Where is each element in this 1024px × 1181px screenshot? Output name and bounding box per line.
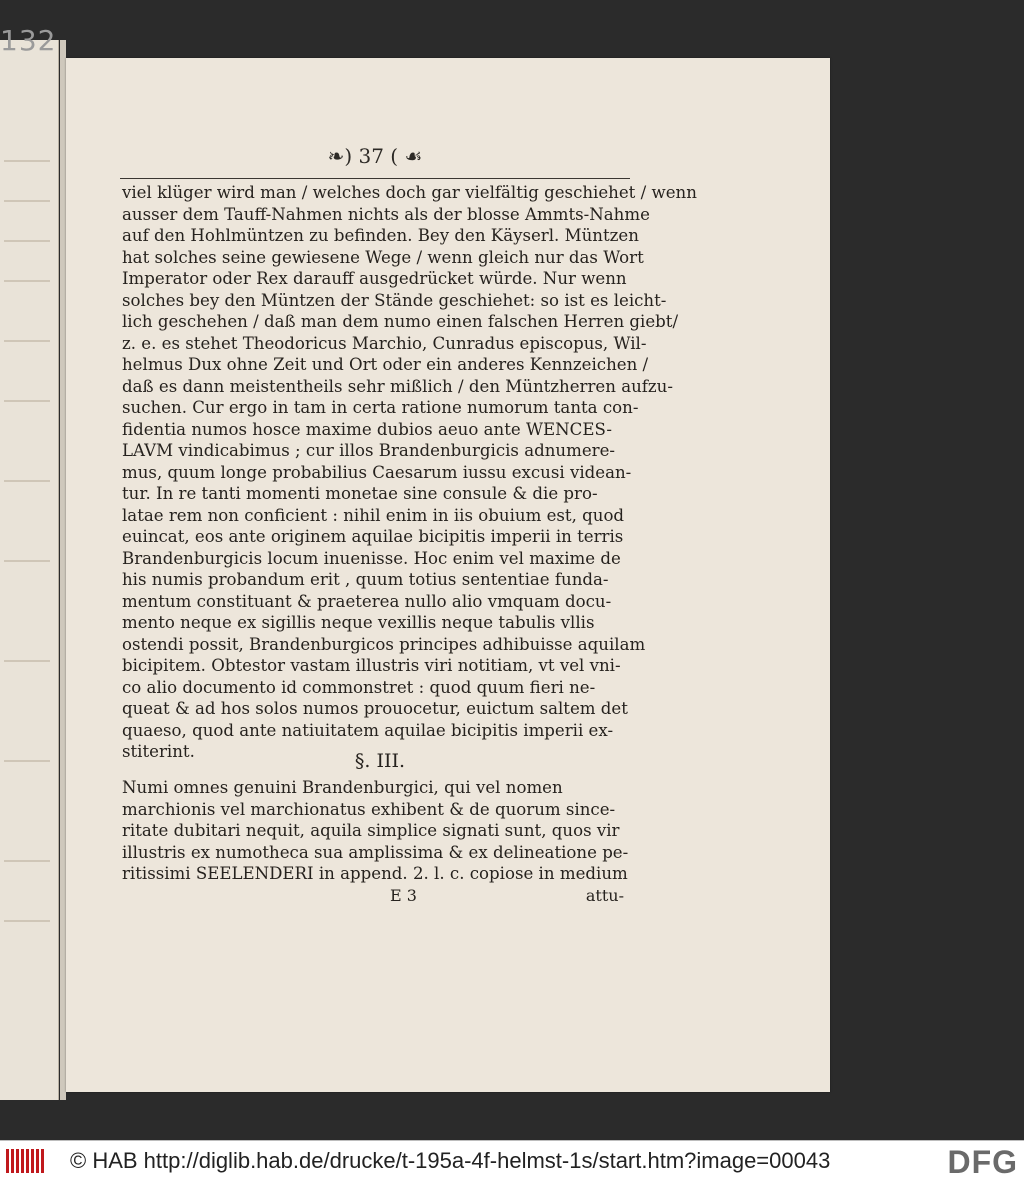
body-text-line: stiterint. <box>122 742 195 761</box>
page-footer <box>122 886 628 910</box>
body-text-line: suchen. Cur ergo in tam in certa ratione numorum tanta con- <box>122 398 639 417</box>
body-text-line: quaeso, quod ante natiuitatem aquilae bicipitis imperii ex- <box>122 720 614 740</box>
body-text-line: daß es dann meistentheils sehr mißlich / den Müntzherren aufzu- <box>122 376 673 396</box>
body-text-line: fidentia numos hosce maxime dubios aeuo ante WENCES- <box>122 419 613 439</box>
catchword: attu- <box>585 886 624 905</box>
body-text-line: tur. In re tanti momenti monetae sine consule & die pro- <box>122 484 598 503</box>
section-text-line: marchionis vel marchionatus exhibent & de quorum since- <box>122 799 616 819</box>
corner-page-label: 132 <box>0 24 57 57</box>
body-text-line: hat solches seine gewiesene Wege / wenn gleich nur das Wort <box>122 247 644 267</box>
body-text <box>122 182 697 763</box>
body-text-line: his numis probandum erit , quum totius sententiae funda- <box>122 570 609 589</box>
body-text-line: mento neque ex sigillis neque vexillis neque tabulis vllis <box>122 613 595 632</box>
body-text-line: Imperator oder Rex darauff ausgedrücket würde. Nur wenn <box>122 269 627 288</box>
body-text-line: mentum constituant & praeterea nullo alio vmquam docu- <box>122 591 612 611</box>
body-text-line: LAVM vindicabimus ; cur illos Brandenburgicis adnumere- <box>122 441 616 460</box>
previous-page-edge <box>0 40 59 1100</box>
page-header: ❧) 37 ( ☙ <box>327 144 423 168</box>
section-text-line: ritissimi SEELENDERI in append. 2. l. c. copiose in medium <box>122 864 628 883</box>
viewer-footer-bar <box>0 1140 1024 1181</box>
body-text-line: bicipitem. Obtestor vastam illustris viri notitiam, vt vel vni- <box>122 656 621 675</box>
body-text-line: co alio documento id commonstret : quod quum fieri ne- <box>122 677 596 697</box>
section-heading: §. III. <box>354 750 406 772</box>
body-text-line: euincat, eos ante originem aquilae bicipitis imperii in terris <box>122 527 624 546</box>
body-text-line: helmus Dux ohne Zeit und Ort oder ein anderes Kennzeichen / <box>122 355 649 374</box>
section-text-line: illustris ex numotheca sua amplissima & ex delineatione pe- <box>122 842 629 862</box>
section-text-line: ritate dubitari nequit, aquila simplice signati sunt, quos vir <box>122 821 620 840</box>
body-text-line: Brandenburgicis locum inuenisse. Hoc enim vel maxime de <box>122 548 621 568</box>
source-url[interactable]: © HAB http://diglib.hab.de/drucke/t-195a-4f-helmst-1s/start.htm?image=00043 <box>70 1148 831 1173</box>
header-rule <box>120 178 630 179</box>
body-text-line: queat & ad hos solos numos prouocetur, euictum saltem det <box>122 699 628 718</box>
barcode-icon <box>6 1149 46 1173</box>
body-text-line: z. e. es stehet Theodoricus Marchio, Cunradus episcopus, Wil- <box>122 333 647 353</box>
body-text-line: viel klüger wird man / welches doch gar vielfältig geschiehet / wenn <box>122 183 697 202</box>
section-text-line: Numi omnes genuini Brandenburgici, qui vel nomen <box>122 778 563 797</box>
section-text <box>122 776 628 884</box>
body-text-line: auf den Hohlmüntzen zu befinden. Bey den Käyserl. Müntzen <box>122 226 639 245</box>
body-text-line: ostendi possit, Brandenburgicos principes adhibuisse aquilam <box>122 634 646 654</box>
dfg-logo: DFG <box>947 1144 1018 1180</box>
body-text-line: lich geschehen / daß man dem numo einen falschen Herren giebt/ <box>122 312 679 331</box>
body-text-line: mus, quum longe probabilius Caesarum iussu excusi videan- <box>122 462 632 482</box>
signature-mark: E 3 <box>390 886 417 905</box>
body-text-line: solches bey den Müntzen der Stände geschiehet: so ist es leicht- <box>122 290 667 310</box>
body-text-line: ausser dem Tauff-Nahmen nichts als der blosse Ammts-Nahme <box>122 204 650 224</box>
body-text-line: latae rem non conficient : nihil enim in iis obuium est, quod <box>122 505 625 525</box>
